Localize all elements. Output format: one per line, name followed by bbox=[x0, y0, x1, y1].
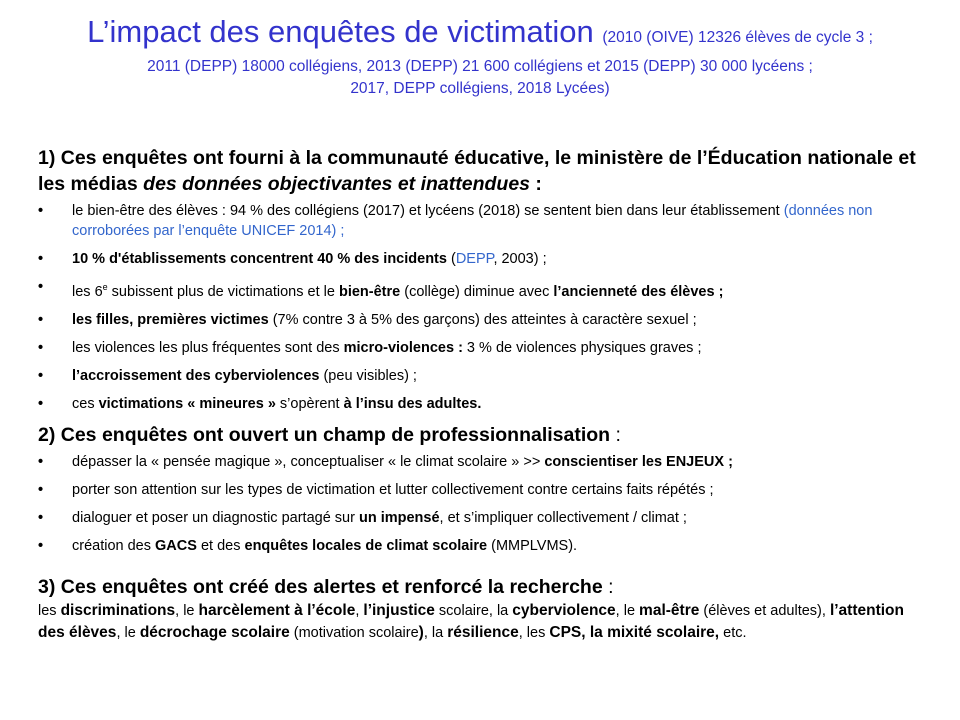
paragraph-text: (élèves et adultes), bbox=[699, 602, 830, 619]
item-text: dépasser la « pensée magique », conceptualiser « le climat scolaire » >> bbox=[72, 453, 545, 470]
slide-title bbox=[0, 14, 960, 100]
item-emphasis: enquêtes locales de climat scolaire bbox=[244, 537, 488, 554]
item-text: subissent plus de victimations et le bbox=[107, 283, 339, 300]
section-1-heading-text: 1) Ces enquêtes ont fourni à la communauté éducative, le ministère de l’Éducation nationale et les médias bbox=[38, 147, 916, 195]
item-emphasis: bien-être bbox=[338, 283, 401, 300]
paragraph-emphasis: l’injustice bbox=[363, 601, 435, 619]
paragraph-text: , le bbox=[116, 624, 140, 641]
list-item bbox=[38, 508, 928, 528]
item-emphasis: GACS bbox=[155, 537, 197, 554]
item-emphasis: un impensé bbox=[358, 509, 440, 526]
item-text: s’opèrent bbox=[275, 395, 344, 412]
list-item bbox=[38, 310, 928, 330]
section-2-list bbox=[38, 452, 928, 556]
title-sub-1: (2010 (OIVE) 12326 élèves de cycle 3 ; bbox=[602, 29, 873, 46]
item-text: création des bbox=[72, 537, 156, 554]
bullet-icon: • bbox=[38, 311, 44, 328]
section-1-list bbox=[38, 201, 928, 414]
list-item bbox=[38, 394, 928, 414]
paragraph-text: etc. bbox=[719, 624, 747, 641]
list-item bbox=[38, 277, 928, 302]
section-1-heading-colon: : bbox=[530, 173, 542, 195]
section-3-paragraph bbox=[38, 600, 928, 644]
bullet-icon: • bbox=[38, 339, 44, 356]
title-main-line bbox=[0, 14, 960, 56]
title-sub-2: 2011 (DEPP) 18000 collégiens, 2013 (DEPP) 21 600 collégiens et 2015 (DEPP) 30 000 lycéens ; bbox=[147, 58, 813, 75]
item-text: et des bbox=[196, 537, 245, 554]
list-item bbox=[38, 536, 928, 556]
item-text: 3 % de violences physiques graves ; bbox=[462, 339, 702, 356]
item-source: DEPP bbox=[455, 251, 494, 267]
title-main: L’impact des enquêtes de victimation bbox=[87, 14, 594, 49]
paragraph-emphasis: discriminations bbox=[60, 601, 176, 619]
item-text: (collège) diminue avec bbox=[400, 283, 554, 300]
section-3-heading bbox=[38, 574, 928, 600]
list-item bbox=[38, 201, 928, 241]
item-emphasis: 10 % d'établissements concentrent 40 % des incidents bbox=[72, 251, 447, 267]
item-text: les 6 bbox=[72, 283, 103, 300]
section-1-heading bbox=[38, 145, 928, 197]
list-item bbox=[38, 452, 928, 472]
item-text: dialoguer et poser un diagnostic partagé sur bbox=[72, 509, 359, 526]
paragraph-text: , le bbox=[175, 602, 199, 619]
section-2-heading-text: 2) Ces enquêtes ont ouvert un champ de professionnalisation bbox=[38, 423, 611, 446]
slide-body bbox=[38, 145, 928, 644]
item-superscript: e bbox=[102, 282, 108, 292]
bullet-icon: • bbox=[38, 279, 44, 295]
paragraph-text: , le bbox=[615, 602, 640, 619]
paragraph-text: , les bbox=[518, 624, 550, 641]
bullet-icon: • bbox=[38, 453, 44, 470]
item-emphasis: l’ancienneté des élèves ; bbox=[553, 283, 724, 300]
item-emphasis: conscientiser les ENJEUX ; bbox=[544, 453, 733, 470]
paragraph-emphasis: l’attention des élèves bbox=[38, 601, 904, 641]
item-emphasis: micro-violences : bbox=[343, 339, 463, 356]
list-item bbox=[38, 338, 928, 358]
item-text: ces bbox=[72, 395, 99, 412]
item-text: , et s’impliquer collectivement / climat ; bbox=[439, 509, 687, 526]
bullet-icon: • bbox=[38, 481, 44, 498]
title-sub-3: 2017, DEPP collégiens, 2018 Lycées) bbox=[350, 80, 610, 97]
item-text: (7% contre 3 à 5% des garçons) des atteintes à caractère sexuel ; bbox=[268, 311, 697, 328]
item-text: , 2003) ; bbox=[493, 251, 547, 267]
paragraph-emphasis: CPS, la mixité scolaire, bbox=[549, 623, 720, 641]
paragraph-text: les bbox=[38, 602, 61, 619]
paragraph-text: scolaire, la bbox=[434, 602, 513, 619]
item-text: les violences les plus fréquentes sont des bbox=[72, 339, 344, 356]
section-2-heading bbox=[38, 422, 928, 448]
paragraph-text: (motivation scolaire bbox=[289, 624, 419, 641]
list-item bbox=[38, 480, 928, 500]
paragraph-text: , bbox=[355, 602, 364, 619]
paragraph-emphasis: résilience bbox=[447, 623, 519, 641]
bullet-icon: • bbox=[38, 395, 44, 412]
paragraph-emphasis: ) bbox=[418, 623, 424, 641]
list-item bbox=[38, 249, 928, 269]
item-emphasis: les filles, premières victimes bbox=[72, 311, 269, 328]
paragraph-emphasis: harcèlement à l’école bbox=[198, 601, 356, 619]
item-text: le bien-être des élèves : 94 % des collégiens (2017) et lycéens (2018) se sentent bien dans leur établissement bbox=[72, 203, 784, 219]
list-item bbox=[38, 366, 928, 386]
paragraph-emphasis: cyberviolence bbox=[512, 601, 616, 619]
bullet-icon: • bbox=[38, 509, 44, 526]
section-3-heading-text: 3) Ces enquêtes ont créé des alertes et renforcé la recherche bbox=[38, 575, 603, 598]
paragraph-text: , la bbox=[423, 624, 448, 641]
item-text: (peu visibles) ; bbox=[319, 367, 417, 384]
bullet-icon: • bbox=[38, 251, 44, 267]
item-emphasis: victimations « mineures » bbox=[98, 395, 276, 412]
item-text: porter son attention sur les types de victimation et lutter collectivement contre certains faits répétés ; bbox=[72, 481, 714, 498]
item-text: ( bbox=[446, 251, 456, 267]
item-emphasis: à l’insu des adultes. bbox=[343, 395, 482, 412]
paragraph-emphasis: décrochage scolaire bbox=[139, 623, 290, 641]
item-note: (données non corroborées par l’enquête UNICEF 2014) ; bbox=[72, 203, 873, 239]
item-emphasis: l’accroissement des cyberviolences bbox=[72, 367, 320, 384]
paragraph-emphasis: mal-être bbox=[639, 601, 700, 619]
bullet-icon: • bbox=[38, 203, 44, 219]
bullet-icon: • bbox=[38, 367, 44, 384]
section-2-heading-colon: : bbox=[610, 423, 621, 446]
section-3-heading-colon: : bbox=[602, 575, 614, 598]
section-1-heading-emphasis: des données objectivantes et inattendues bbox=[143, 173, 531, 195]
item-text: (MMPLVMS). bbox=[487, 537, 578, 554]
bullet-icon: • bbox=[38, 537, 44, 554]
